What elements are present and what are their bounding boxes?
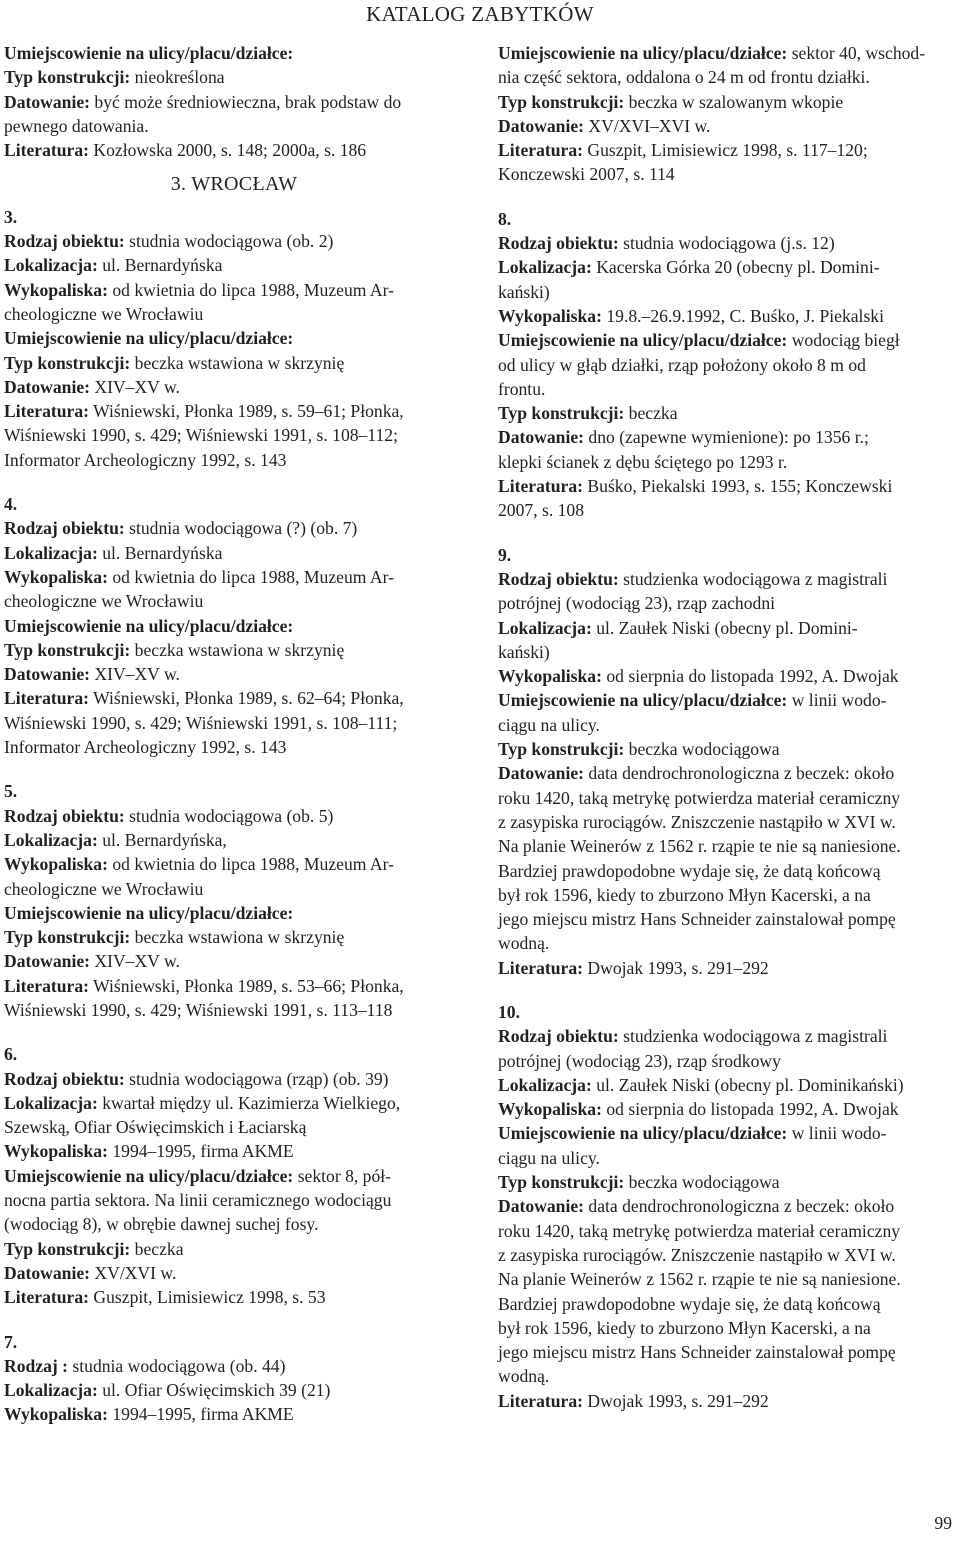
entry-line xyxy=(498,1389,958,1413)
field-label: Umiejscowienie na ulicy/placu/działce: xyxy=(4,328,294,349)
field-value: beczka xyxy=(130,1238,184,1259)
entry-line xyxy=(4,1402,464,1426)
field-value: Kozłowska 2000, s. 148; 2000a, s. 186 xyxy=(89,140,367,161)
entry-line xyxy=(498,425,958,449)
field-value: roku 1420, taką metrykę potwierdza materiał ceramiczny xyxy=(498,787,901,808)
field-value: od sierpnia do listopada 1992, A. Dwojak xyxy=(601,1099,899,1120)
field-label: Wykopaliska: xyxy=(498,666,602,687)
field-label: Wykopaliska: xyxy=(4,854,108,875)
entry-line xyxy=(498,1267,958,1291)
field-value: studnia wodociągowa (ob. 5) xyxy=(124,805,334,826)
entry-line xyxy=(4,1378,464,1402)
field-value: XIV–XV w. xyxy=(90,951,180,972)
entry-line xyxy=(498,231,958,255)
entry-line xyxy=(498,1219,958,1243)
entry-line xyxy=(498,353,958,377)
field-value: potrójnej (wodociąg 23), rząp zachodni xyxy=(498,593,775,614)
field-label: Literatura: xyxy=(498,140,584,161)
field-value: XV/XVI–XVI w. xyxy=(584,115,711,136)
entry-line xyxy=(4,541,464,565)
entry-number: 5. xyxy=(4,781,18,802)
entry-line xyxy=(498,1049,958,1073)
entry-line xyxy=(4,1164,464,1188)
field-value: sektor 8, pół- xyxy=(293,1165,392,1186)
entry-line xyxy=(4,1188,464,1212)
field-value: studnia wodociągowa (rząp) (ob. 39) xyxy=(124,1068,389,1089)
entry-line xyxy=(498,907,958,931)
entry-line xyxy=(4,138,464,162)
field-value: był rok 1596, kiedy to zburzono Młyn Kacerski, a na xyxy=(498,1317,871,1338)
catalog-entry xyxy=(4,779,464,1022)
entry-line xyxy=(498,591,958,615)
catalog-entry xyxy=(4,205,464,472)
field-value: XIV–XV w. xyxy=(90,664,180,685)
entry-line xyxy=(498,280,958,304)
field-label: Umiejscowienie na ulicy/placu/działce: xyxy=(498,690,788,711)
entry-continued xyxy=(498,41,958,187)
field-value: w linii wodo- xyxy=(787,1123,887,1144)
field-label: Typ konstrukcji: xyxy=(4,67,131,88)
field-value: Wiśniewski, Płonka 1989, s. 53–66; Płonka, xyxy=(89,975,404,996)
field-value: studnia wodociągowa (ob. 44) xyxy=(68,1355,286,1376)
field-value: ul. Ofiar Oświęcimskich 39 (21) xyxy=(97,1380,331,1401)
entry-line xyxy=(4,1261,464,1285)
field-value: Wiśniewski 1990, s. 429; Wiśniewski 1991, s. 113–118 xyxy=(4,999,393,1020)
field-label: Umiejscowienie na ulicy/placu/działce: xyxy=(4,1165,294,1186)
field-value: Bardziej prawdopodobne wydaje się, że datą końcową xyxy=(498,860,881,881)
field-value: wodną. xyxy=(498,1366,550,1387)
field-label: Literatura: xyxy=(498,957,584,978)
field-label: Literatura: xyxy=(498,1390,584,1411)
running-header-text: KATALOG ZABYTKÓW xyxy=(366,2,594,26)
entry-line xyxy=(498,304,958,328)
field-value: beczka wstawiona w skrzynię xyxy=(130,352,345,373)
field-value: Dwojak 1993, s. 291–292 xyxy=(583,957,769,978)
field-label: Literatura: xyxy=(4,688,90,709)
entry-line xyxy=(498,931,958,955)
field-label: Wykopaliska: xyxy=(4,1404,108,1425)
entry-line xyxy=(498,255,958,279)
field-value: od kwietnia do lipca 1988, Muzeum Ar- xyxy=(107,854,394,875)
entry-line xyxy=(498,65,958,89)
field-value: beczka w szalowanym wkopie xyxy=(624,91,844,112)
field-label: Datowanie: xyxy=(4,1262,91,1283)
field-value: być może średniowieczna, brak podstaw do xyxy=(90,91,402,112)
entry-line xyxy=(4,686,464,710)
field-value: od sierpnia do listopada 1992, A. Dwojak xyxy=(601,666,899,687)
catalog-entry xyxy=(4,1330,464,1427)
field-value: studzienka wodociągowa z magistrali xyxy=(618,1026,888,1047)
field-label: Wykopaliska: xyxy=(4,1141,108,1162)
entry-line xyxy=(4,41,464,65)
field-label: Umiejscowienie na ulicy/placu/działce: xyxy=(4,615,294,636)
entry-line xyxy=(498,786,958,810)
entry-line xyxy=(4,326,464,350)
field-value: nia część sektora, oddalona o 24 m od frontu działki. xyxy=(498,67,870,88)
entry-line xyxy=(4,1139,464,1163)
entry-line xyxy=(4,804,464,828)
field-value: Na planie Weinerów z 1562 r. rząpie te nie są naniesione. xyxy=(498,1269,901,1290)
field-label: Rodzaj : xyxy=(4,1355,69,1376)
entry-line xyxy=(498,401,958,425)
entry-line xyxy=(4,735,464,759)
field-label: Datowanie: xyxy=(4,664,91,685)
field-label: Typ konstrukcji: xyxy=(4,639,131,660)
entry-number: 10. xyxy=(498,1001,520,1022)
field-value: beczka wstawiona w skrzynię xyxy=(130,639,345,660)
field-value: studnia wodociągowa (j.s. 12) xyxy=(618,233,835,254)
entry-line xyxy=(4,229,464,253)
field-label: Typ konstrukcji: xyxy=(498,1172,625,1193)
field-label: Lokalizacja: xyxy=(4,255,98,276)
catalog-entry xyxy=(498,543,958,980)
entry-line xyxy=(498,474,958,498)
entry-continued xyxy=(4,41,464,162)
entry-line xyxy=(498,761,958,785)
field-label: Rodzaj obiektu: xyxy=(4,805,125,826)
field-label: Literatura: xyxy=(4,975,90,996)
entry-line xyxy=(4,949,464,973)
field-value: cheologiczne we Wrocławiu xyxy=(4,303,204,324)
entry-line xyxy=(4,90,464,114)
entry-line xyxy=(498,90,958,114)
field-label: Rodzaj obiektu: xyxy=(498,233,619,254)
entry-line xyxy=(498,162,958,186)
entry-line xyxy=(4,1091,464,1115)
entry-line xyxy=(498,114,958,138)
field-label: Rodzaj obiektu: xyxy=(498,568,619,589)
field-label: Datowanie: xyxy=(498,427,585,448)
entry-line xyxy=(498,859,958,883)
field-value: frontu. xyxy=(498,378,546,399)
field-value: Na planie Weinerów z 1562 r. rząpie te nie są naniesione. xyxy=(498,836,901,857)
field-value: jego miejscu mistrz Hans Schneider zainstalował pompę xyxy=(498,1342,896,1363)
field-value: roku 1420, taką metrykę potwierdza materiał ceramiczny xyxy=(498,1220,901,1241)
field-value: beczka wstawiona w skrzynię xyxy=(130,927,345,948)
field-value: ciągu na ulicy. xyxy=(498,1147,600,1168)
entry-line xyxy=(4,565,464,589)
entry-number: 9. xyxy=(498,544,512,565)
entry-line xyxy=(4,1212,464,1236)
field-label: Umiejscowienie na ulicy/placu/działce: xyxy=(498,330,788,351)
field-label: Rodzaj obiektu: xyxy=(4,518,125,539)
entry-line xyxy=(4,589,464,613)
entry-line xyxy=(498,1292,958,1316)
field-value: wodną. xyxy=(498,933,550,954)
entry-line xyxy=(498,1364,958,1388)
field-value: Guszpit, Limisiewicz 1998, s. 53 xyxy=(89,1287,326,1308)
field-value: potrójnej (wodociąg 23), rząp środkowy xyxy=(498,1050,781,1071)
field-value: jego miejscu mistrz Hans Schneider zainstalował pompę xyxy=(498,909,896,930)
entry-line xyxy=(4,901,464,925)
field-value: Informator Archeologiczny 1992, s. 143 xyxy=(4,449,287,470)
entry-line xyxy=(498,737,958,761)
field-label: Wykopaliska: xyxy=(4,566,108,587)
field-value: ul. Zaułek Niski (obecny pl. Domini- xyxy=(591,617,858,638)
entry-line xyxy=(498,567,958,591)
right-column xyxy=(498,41,958,1433)
field-label: Datowanie: xyxy=(4,951,91,972)
field-value: od ulicy w głąb działki, rząp położony około 8 m od xyxy=(498,354,866,375)
field-label: Literatura: xyxy=(4,140,90,161)
entry-line xyxy=(498,1340,958,1364)
entry-number: 3. xyxy=(4,206,18,227)
field-value: (wodociąg 8), w obrębie dawnej suchej fosy. xyxy=(4,1214,319,1235)
field-value: data dendrochronologiczna z beczek: około xyxy=(584,1196,895,1217)
entry-line xyxy=(4,638,464,662)
field-value: kański) xyxy=(498,641,550,662)
entry-line xyxy=(4,1237,464,1261)
field-value: ul. Bernardyńska xyxy=(97,542,223,563)
entry-line xyxy=(4,65,464,89)
field-label: Typ konstrukcji: xyxy=(498,739,625,760)
catalog-entry xyxy=(498,1000,958,1413)
field-value: Konczewski 2007, s. 114 xyxy=(498,164,675,185)
field-label: Rodzaj obiektu: xyxy=(4,1068,125,1089)
field-value: beczka wodociągowa xyxy=(624,1172,780,1193)
field-value: studzienka wodociągowa z magistrali xyxy=(618,568,888,589)
entry-line xyxy=(498,1097,958,1121)
page-number: 99 xyxy=(934,1513,952,1533)
entry-line xyxy=(498,664,958,688)
field-label: Datowanie: xyxy=(498,763,585,784)
field-label: Literatura: xyxy=(4,1287,90,1308)
field-value: z zasypiska rurociągów. Zniszczenie nastąpiło w XVI w. xyxy=(498,1244,896,1265)
entry-line xyxy=(498,1073,958,1097)
field-value: studnia wodociągowa (?) (ob. 7) xyxy=(124,518,358,539)
field-label: Datowanie: xyxy=(498,115,585,136)
field-label: Datowanie: xyxy=(498,1196,585,1217)
entry-line xyxy=(498,688,958,712)
field-value: XV/XVI w. xyxy=(90,1262,177,1283)
entry-line xyxy=(4,1285,464,1309)
field-value: Kacerska Górka 20 (obecny pl. Domini- xyxy=(591,257,880,278)
field-value: beczka wodociągowa xyxy=(624,739,780,760)
field-label: Lokalizacja: xyxy=(4,1092,98,1113)
field-label: Datowanie: xyxy=(4,91,91,112)
field-label: Lokalizacja: xyxy=(4,1380,98,1401)
field-label: Lokalizacja: xyxy=(4,829,98,850)
entry-line xyxy=(498,810,958,834)
entry-line xyxy=(498,956,958,980)
field-value: Bardziej prawdopodobne wydaje się, że datą końcową xyxy=(498,1293,881,1314)
left-column xyxy=(4,41,464,1447)
field-label: Lokalizacja: xyxy=(498,1074,592,1095)
entry-line xyxy=(4,614,464,638)
entry-line xyxy=(4,1354,464,1378)
entry-line xyxy=(498,138,958,162)
entry-number: 4. xyxy=(4,494,18,515)
field-value: 19.8.–26.9.1992, C. Buśko, J. Piekalski xyxy=(601,305,884,326)
running-header xyxy=(0,2,960,27)
field-value: pewnego datowania. xyxy=(4,115,149,136)
field-label: Umiejscowienie na ulicy/placu/działce: xyxy=(4,902,294,923)
field-label: Literatura: xyxy=(4,401,90,422)
catalog-entry xyxy=(4,492,464,759)
field-value: ul. Bernardyńska, xyxy=(97,829,227,850)
entry-line xyxy=(498,713,958,737)
entry-line xyxy=(4,351,464,375)
field-value: cheologiczne we Wrocławiu xyxy=(4,591,204,612)
field-value: cheologiczne we Wrocławiu xyxy=(4,878,204,899)
entry-line xyxy=(4,662,464,686)
field-label: Typ konstrukcji: xyxy=(4,352,131,373)
entry-line xyxy=(4,278,464,302)
entry-line xyxy=(498,834,958,858)
entry-line xyxy=(4,114,464,138)
field-value: studnia wodociągowa (ob. 2) xyxy=(124,231,334,252)
field-label: Umiejscowienie na ulicy/placu/działce: xyxy=(498,1123,788,1144)
entry-line xyxy=(4,998,464,1022)
field-value: data dendrochronologiczna z beczek: około xyxy=(584,763,895,784)
field-value: wodociąg biegł xyxy=(787,330,900,351)
entry-line xyxy=(498,1121,958,1145)
field-value: beczka xyxy=(624,403,678,424)
entry-number: 7. xyxy=(4,1331,18,1352)
entry-number: 6. xyxy=(4,1044,18,1065)
field-value: ul. Zaułek Niski (obecny pl. Dominikański) xyxy=(591,1074,904,1095)
field-value: dno (zapewne wymienione): po 1356 r.; xyxy=(584,427,869,448)
field-label: Lokalizacja: xyxy=(498,617,592,638)
field-value: 2007, s. 108 xyxy=(498,500,585,521)
entry-line xyxy=(4,711,464,735)
field-value: klepki ścianek z dębu ściętego po 1293 r. xyxy=(498,451,788,472)
field-label: Rodzaj obiektu: xyxy=(498,1026,619,1047)
entry-line xyxy=(498,1170,958,1194)
entry-line xyxy=(498,450,958,474)
field-value: był rok 1596, kiedy to zburzono Młyn Kacerski, a na xyxy=(498,884,871,905)
entry-line xyxy=(498,498,958,522)
entry-line xyxy=(4,399,464,423)
catalog-entry xyxy=(4,1042,464,1309)
entry-line xyxy=(498,1024,958,1048)
catalog-entry xyxy=(498,207,958,523)
field-value: Guszpit, Limisiewicz 1998, s. 117–120; xyxy=(583,140,868,161)
field-label: Wykopaliska: xyxy=(498,1099,602,1120)
field-value: w linii wodo- xyxy=(787,690,887,711)
field-value: Wiśniewski, Płonka 1989, s. 59–61; Płonka, xyxy=(89,401,404,422)
field-value: sektor 40, wschod- xyxy=(787,43,926,63)
entry-line xyxy=(498,1194,958,1218)
field-value: 1994–1995, firma AKME xyxy=(107,1404,294,1425)
field-label: Wykopaliska: xyxy=(4,279,108,300)
field-value: 1994–1995, firma AKME xyxy=(107,1141,294,1162)
entry-line xyxy=(498,377,958,401)
field-value: nocna partia sektora. Na linii ceramicznego wodociągu xyxy=(4,1190,392,1211)
field-label: Literatura: xyxy=(498,476,584,497)
entry-line xyxy=(4,925,464,949)
section-heading: 3. WROCŁAW xyxy=(170,173,298,196)
entry-line xyxy=(498,883,958,907)
entry-line xyxy=(498,41,958,65)
entry-line xyxy=(4,1067,464,1091)
field-value: ul. Bernardyńska xyxy=(97,255,223,276)
field-label: Typ konstrukcji: xyxy=(498,403,625,424)
field-value: kwartał między ul. Kazimierza Wielkiego, xyxy=(97,1092,401,1113)
entry-line xyxy=(4,448,464,472)
field-label: Lokalizacja: xyxy=(498,257,592,278)
field-label: Lokalizacja: xyxy=(4,542,98,563)
field-value: Wiśniewski, Płonka 1989, s. 62–64; Płonka, xyxy=(89,688,404,709)
entry-line xyxy=(498,1146,958,1170)
entry-line xyxy=(4,302,464,326)
entry-line xyxy=(4,974,464,998)
entry-line xyxy=(4,1115,464,1139)
entry-line xyxy=(4,253,464,277)
field-label: Typ konstrukcji: xyxy=(498,91,625,112)
field-label: Wykopaliska: xyxy=(498,305,602,326)
entry-line xyxy=(498,328,958,352)
field-value: Informator Archeologiczny 1992, s. 143 xyxy=(4,737,287,758)
entry-number: 8. xyxy=(498,208,512,229)
entry-line xyxy=(4,423,464,447)
field-value: Buśko, Piekalski 1993, s. 155; Konczewski xyxy=(583,476,893,497)
field-value: ciągu na ulicy. xyxy=(498,714,600,735)
field-label: Typ konstrukcji: xyxy=(4,1238,131,1259)
entry-line xyxy=(498,616,958,640)
entry-line xyxy=(498,1243,958,1267)
field-label: Datowanie: xyxy=(4,376,91,397)
field-value: kański) xyxy=(498,281,550,302)
field-label: Umiejscowienie na ulicy/placu/działce: xyxy=(4,43,294,63)
field-value: XIV–XV w. xyxy=(90,376,180,397)
entry-line xyxy=(4,516,464,540)
field-value: z zasypiska rurociągów. Zniszczenie nastąpiło w XVI w. xyxy=(498,811,896,832)
field-value: od kwietnia do lipca 1988, Muzeum Ar- xyxy=(107,566,394,587)
field-value: Wiśniewski 1990, s. 429; Wiśniewski 1991, s. 108–112; xyxy=(4,425,398,446)
entry-line xyxy=(4,852,464,876)
entry-line xyxy=(4,828,464,852)
field-value: Dwojak 1993, s. 291–292 xyxy=(583,1390,769,1411)
field-value: nieokreślona xyxy=(130,67,225,88)
field-value: Wiśniewski 1990, s. 429; Wiśniewski 1991, s. 108–111; xyxy=(4,712,398,733)
field-label: Typ konstrukcji: xyxy=(4,927,131,948)
field-label: Rodzaj obiektu: xyxy=(4,231,125,252)
entry-line xyxy=(498,1316,958,1340)
entry-line xyxy=(498,640,958,664)
entry-line xyxy=(4,877,464,901)
field-value: Szewską, Ofiar Oświęcimskich i Łaciarską xyxy=(4,1117,307,1138)
field-value: od kwietnia do lipca 1988, Muzeum Ar- xyxy=(107,279,394,300)
field-label: Umiejscowienie na ulicy/placu/działce: xyxy=(498,43,788,63)
entry-line xyxy=(4,375,464,399)
